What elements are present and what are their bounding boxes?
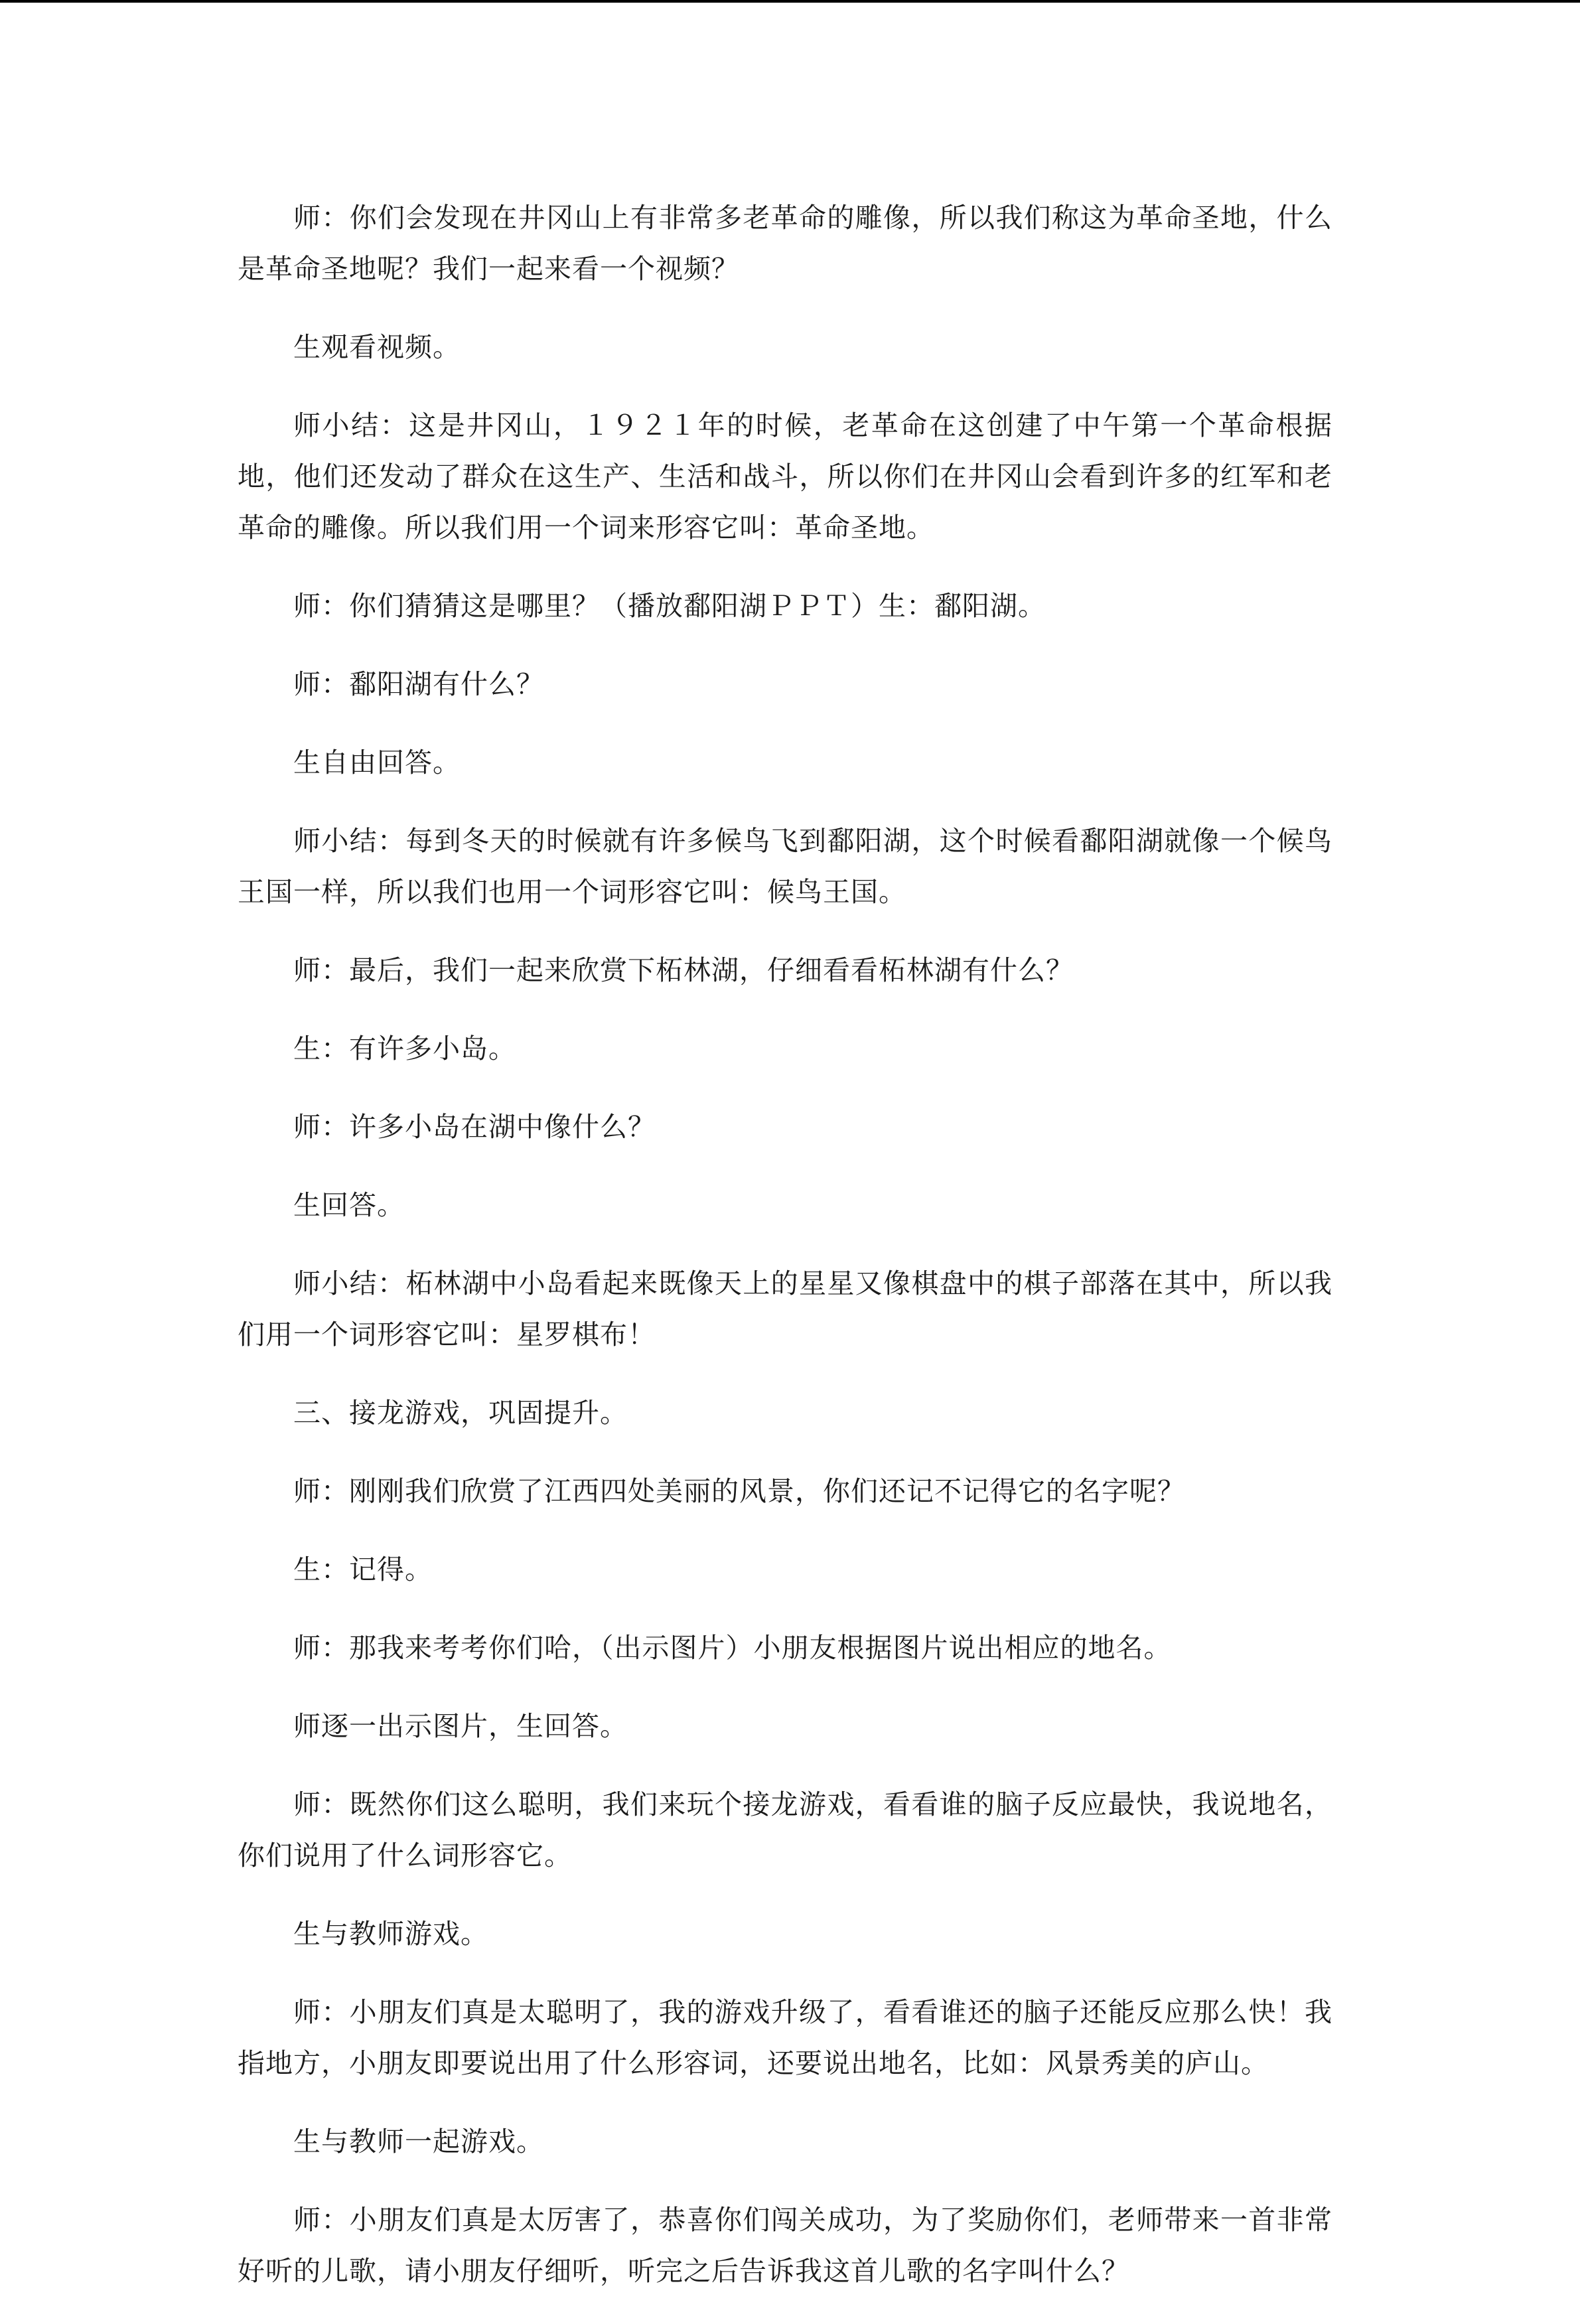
paragraph: 生自由回答。 [293,747,461,778]
paragraph: 师小结：每到冬天的时候就有许多候鸟飞到鄱阳湖，这个时候看鄱阳湖就像一个候鸟王国一样，所以我们也用一个词形容它叫：候鸟王国。 [238,825,1332,908]
paragraph: 师：既然你们这么聪明，我们来玩个接龙游戏，看看谁的脑子反应最快，我说地名，你们说用了什么词形容它。 [238,1788,1332,1871]
paragraph: 生：有许多小岛。 [293,1033,516,1064]
paragraph: 师：鄱阳湖有什么？ [293,668,544,700]
paragraph: 师小结：这是井冈山，１９２１年的时候，老革命在这创建了中午第一个革命根据地，他们还发动了群众在这生产、生活和战斗，所以你们在井冈山会看到许多的红军和老革命的雕像。所以我们用一个词来形容它叫：革命圣地。 [238,409,1332,544]
document-body [238,192,1332,2324]
paragraph: 师：刚刚我们欣赏了江西四处美丽的风景，你们还记不记得它的名字呢？ [293,1475,1185,1507]
paragraph: 师：你们会发现在井冈山上有非常多老革命的雕像，所以我们称这为革命圣地，什么是革命圣地呢？我们一起来看一个视频？ [238,202,1332,285]
paragraph: 师小结：柘林湖中小岛看起来既像天上的星星又像棋盘中的棋子部落在其中，所以我们用一个词形容它叫：星罗棋布！ [238,1268,1332,1350]
paragraph: 师逐一出示图片，生回答。 [293,1710,628,1742]
paragraph: 生与教师一起游戏。 [293,2126,544,2157]
paragraph: 师：小朋友们真是太厉害了，恭喜你们闯关成功，为了奖励你们，老师带来一首非常好听的儿歌，请小朋友仔细听，听完之后告诉我这首儿歌的名字叫什么？ [238,2204,1332,2287]
paragraph: 生观看视频。 [293,331,461,363]
paragraph: 师：最后，我们一起来欣赏下柘林湖，仔细看看柘林湖有什么？ [293,954,1074,986]
paragraph: 师：你们猜猜这是哪里？（播放鄱阳湖ＰＰＴ）生：鄱阳湖。 [293,590,1046,622]
paragraph: 生：记得。 [293,1554,433,1585]
section-heading: 三、接龙游戏，巩固提升。 [293,1397,628,1429]
paragraph: 师：小朋友们真是太聪明了，我的游戏升级了，看看谁还的脑子还能反应那么快！我指地方，小朋友即要说出用了什么形容词，还要说出地名，比如：风景秀美的庐山。 [238,1996,1332,2079]
paragraph: 师：那我来考考你们哈，（出示图片）小朋友根据图片说出相应的地名。 [293,1632,1172,1664]
paragraph: 生回答。 [293,1189,405,1221]
paragraph: 生与教师游戏。 [293,1918,488,1950]
top-border-line [0,0,1580,3]
paragraph: 师：许多小岛在湖中像什么？ [293,1111,656,1143]
